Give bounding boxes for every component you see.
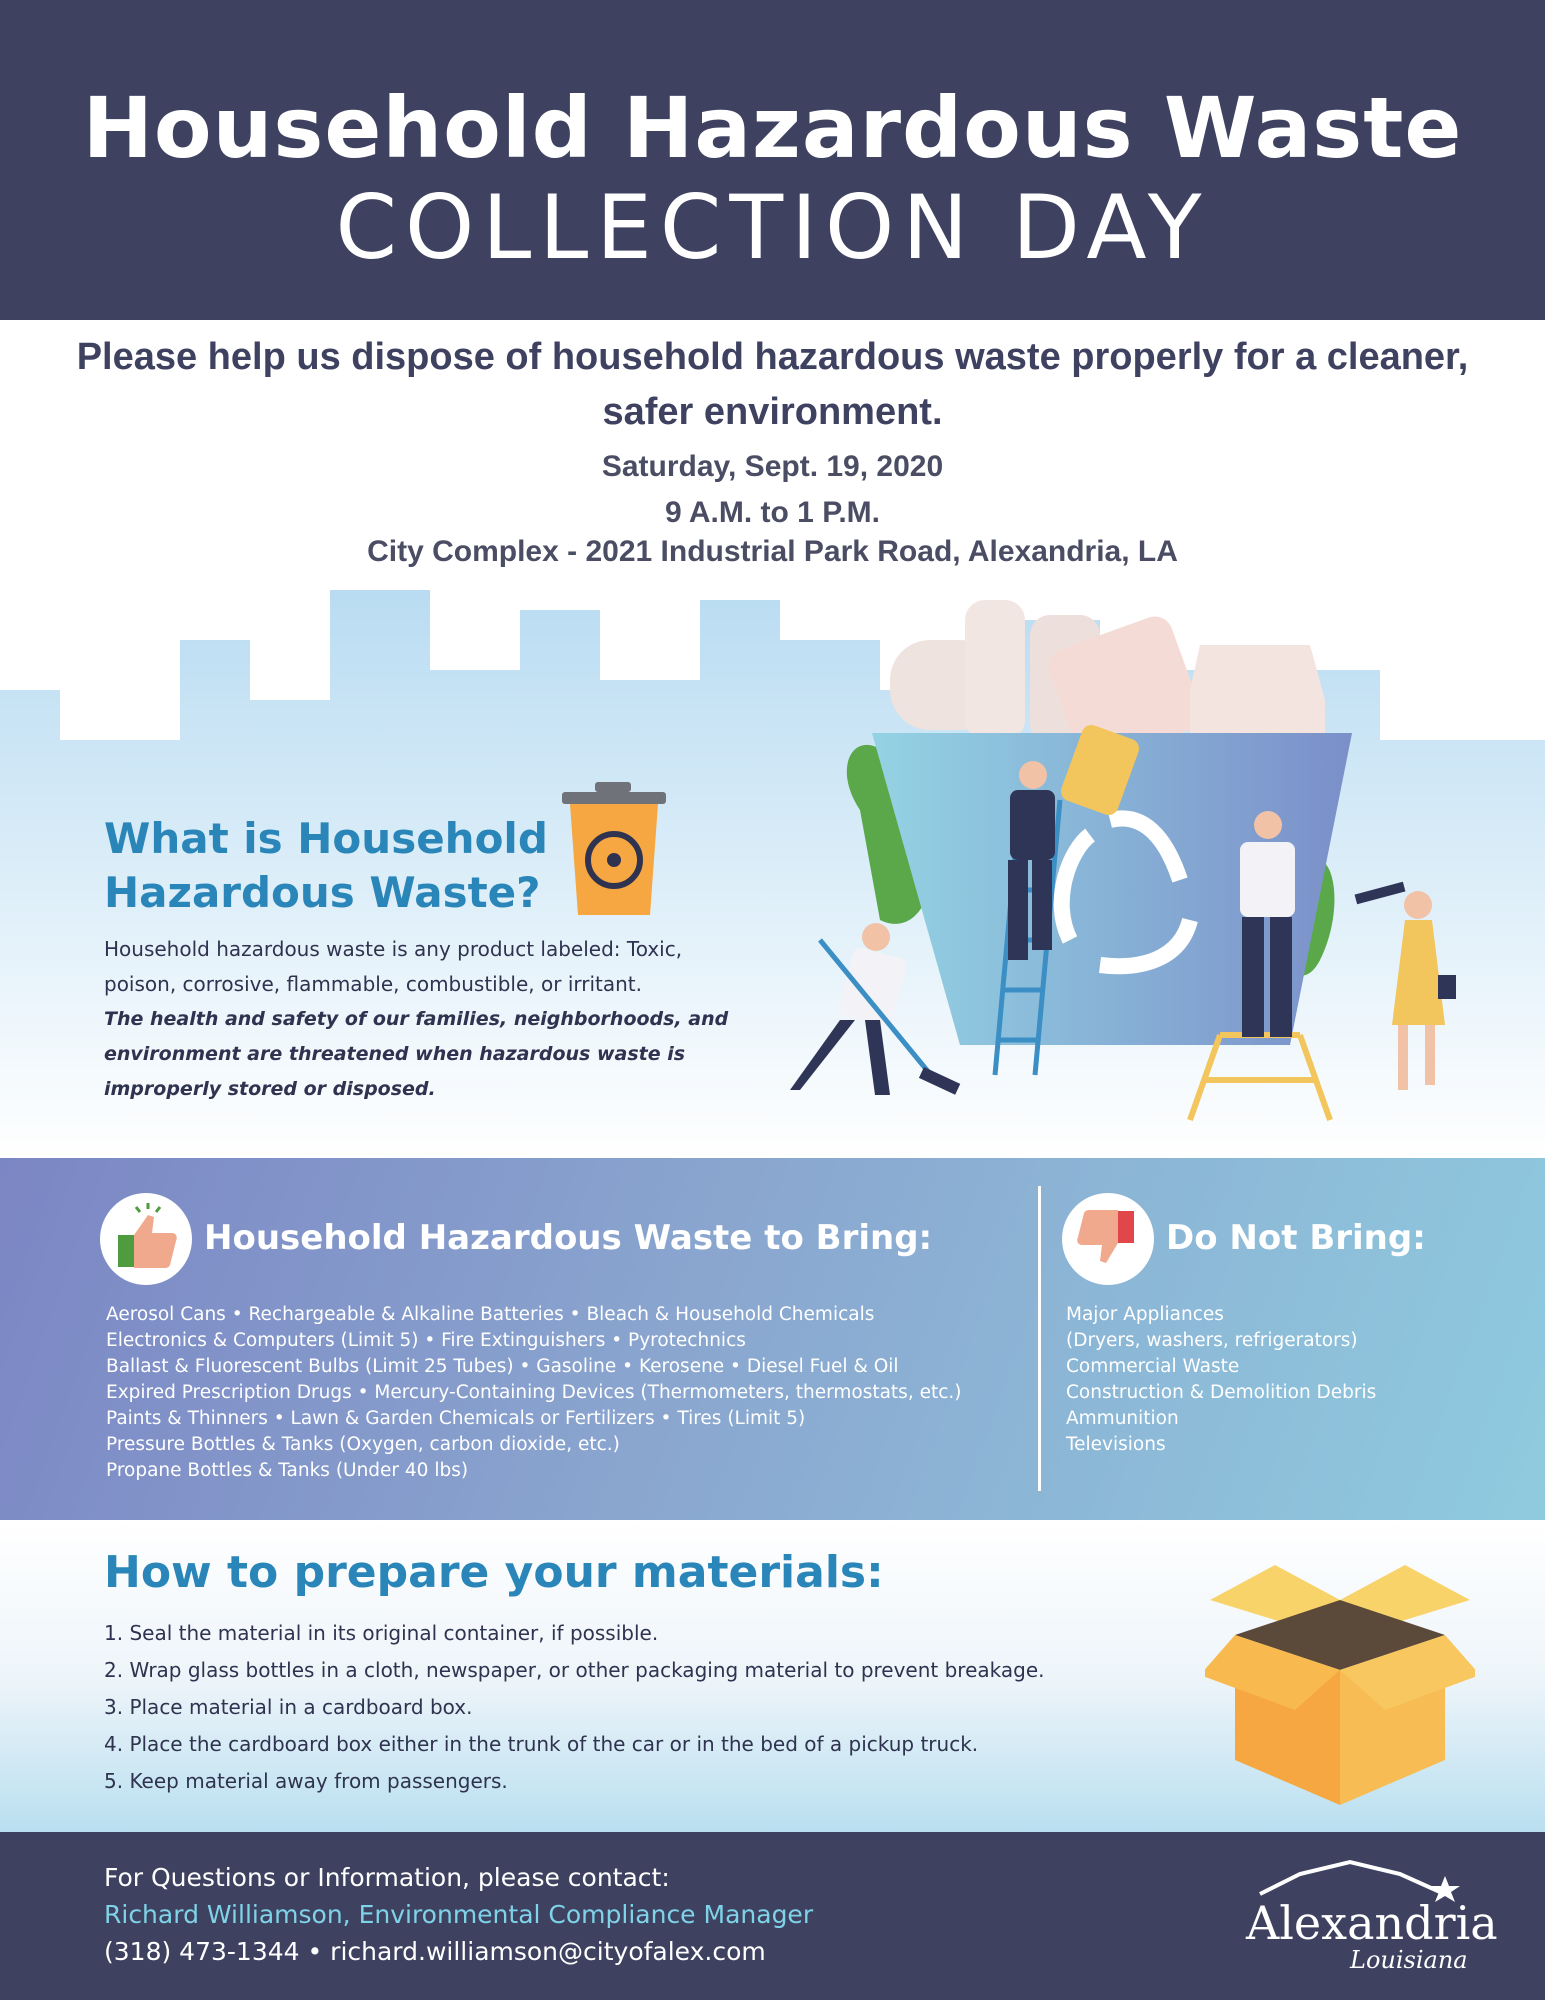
list-item: (Dryers, washers, refrigerators) [1066, 1330, 1358, 1351]
thumbs-up-badge [100, 1193, 192, 1285]
list-item: Electronics & Computers (Limit 5) • Fire Extinguishers • Pyrotechnics [106, 1330, 746, 1351]
title-line-2: COLLECTION DAY [335, 176, 1210, 279]
thumbs-down-badge [1062, 1193, 1154, 1285]
step-item: 3. Place material in a cardboard box. [104, 1695, 473, 1719]
contact-name: Richard Williamson, Environmental Compliance Manager [104, 1900, 814, 1929]
event-time: 9 A.M. to 1 P.M. [664, 496, 881, 529]
list-item: Propane Bottles & Tanks (Under 40 lbs) [106, 1460, 469, 1481]
thumbs-up-icon [100, 1193, 192, 1285]
logo-sub-text: Louisiana [1350, 1946, 1468, 1974]
event-date: Saturday, Sept. 19, 2020 [601, 450, 944, 483]
logo-main-text: Alexandria [1246, 1896, 1498, 1950]
list-item: Pressure Bottles & Tanks (Oxygen, carbon dioxide, etc.) [106, 1434, 620, 1455]
list-item: Commercial Waste [1066, 1356, 1240, 1377]
bottle [1190, 645, 1325, 740]
list-item: Major Appliances [1066, 1304, 1224, 1325]
header-banner [0, 0, 1545, 320]
what-is-warning: The health and safety of our families, neighborhoods, and environment are threatened when hazardous waste is improperly stored or disposed. [104, 1008, 729, 1100]
prepare-section [0, 1520, 1545, 1832]
list-item: Paints & Thinners • Lawn & Garden Chemicals or Fertilizers • Tires (Limit 5) [106, 1408, 806, 1429]
prepare-heading: How to prepare your materials: [104, 1547, 884, 1598]
contact-intro: For Questions or Information, please contact: [104, 1863, 670, 1892]
list-item: Aerosol Cans • Rechargeable & Alkaline Batteries • Bleach & Household Chemicals [106, 1304, 875, 1325]
step-item: 2. Wrap glass bottles in a cloth, newspaper, or other packaging material to prevent breakage. [104, 1658, 1045, 1682]
bring-section [0, 1158, 1545, 1520]
city-logo [1240, 1854, 1500, 1984]
list-item: Televisions [1066, 1434, 1166, 1455]
what-is-heading: What is Household Hazardous Waste? [104, 814, 548, 917]
bring-heading: Household Hazardous Waste to Bring: [204, 1218, 933, 1258]
step-item: 4. Place the cardboard box either in the trunk of the car or in the bed of a pickup truck. [104, 1732, 979, 1756]
footer [0, 1832, 1545, 2000]
step-item: 1. Seal the material in its original container, if possible. [104, 1621, 659, 1645]
intro-lead: Please help us dispose of household hazardous waste properly for a cleaner, safer environment. [76, 336, 1469, 433]
intro-block [0, 330, 1545, 572]
list-item: Ammunition [1066, 1408, 1179, 1429]
contact-details: (318) 473-1344 • richard.williamson@cityofalex.com [104, 1937, 766, 1966]
do-not-bring-heading: Do Not Bring: [1166, 1218, 1426, 1258]
what-is-definition: Household hazardous waste is any product labeled: Toxic, poison, corrosive, flammable, combustible, or irritant. [104, 937, 683, 996]
prepare-steps [104, 1615, 1045, 1800]
title-line-1: Household Hazardous Waste [82, 79, 1463, 177]
biohazard-bin-icon [560, 780, 670, 920]
list-item: Construction & Demolition Debris [1066, 1382, 1377, 1403]
list-item: Ballast & Fluorescent Bulbs (Limit 25 Tubes) • Gasoline • Kerosene • Diesel Fuel & Oil [106, 1356, 899, 1377]
list-item: Expired Prescription Drugs • Mercury-Containing Devices (Thermometers, thermostats, etc.) [106, 1382, 962, 1403]
tube-1 [965, 600, 1025, 740]
step-item: 5. Keep material away from passengers. [104, 1769, 508, 1793]
open-box-icon [1205, 1560, 1475, 1810]
section-divider [1038, 1186, 1041, 1491]
event-location: City Complex - 2021 Industrial Park Road, Alexandria, LA [367, 535, 1178, 568]
bring-list [106, 1302, 961, 1484]
thumbs-down-icon [1062, 1193, 1154, 1285]
do-not-bring-list [1066, 1302, 1376, 1458]
